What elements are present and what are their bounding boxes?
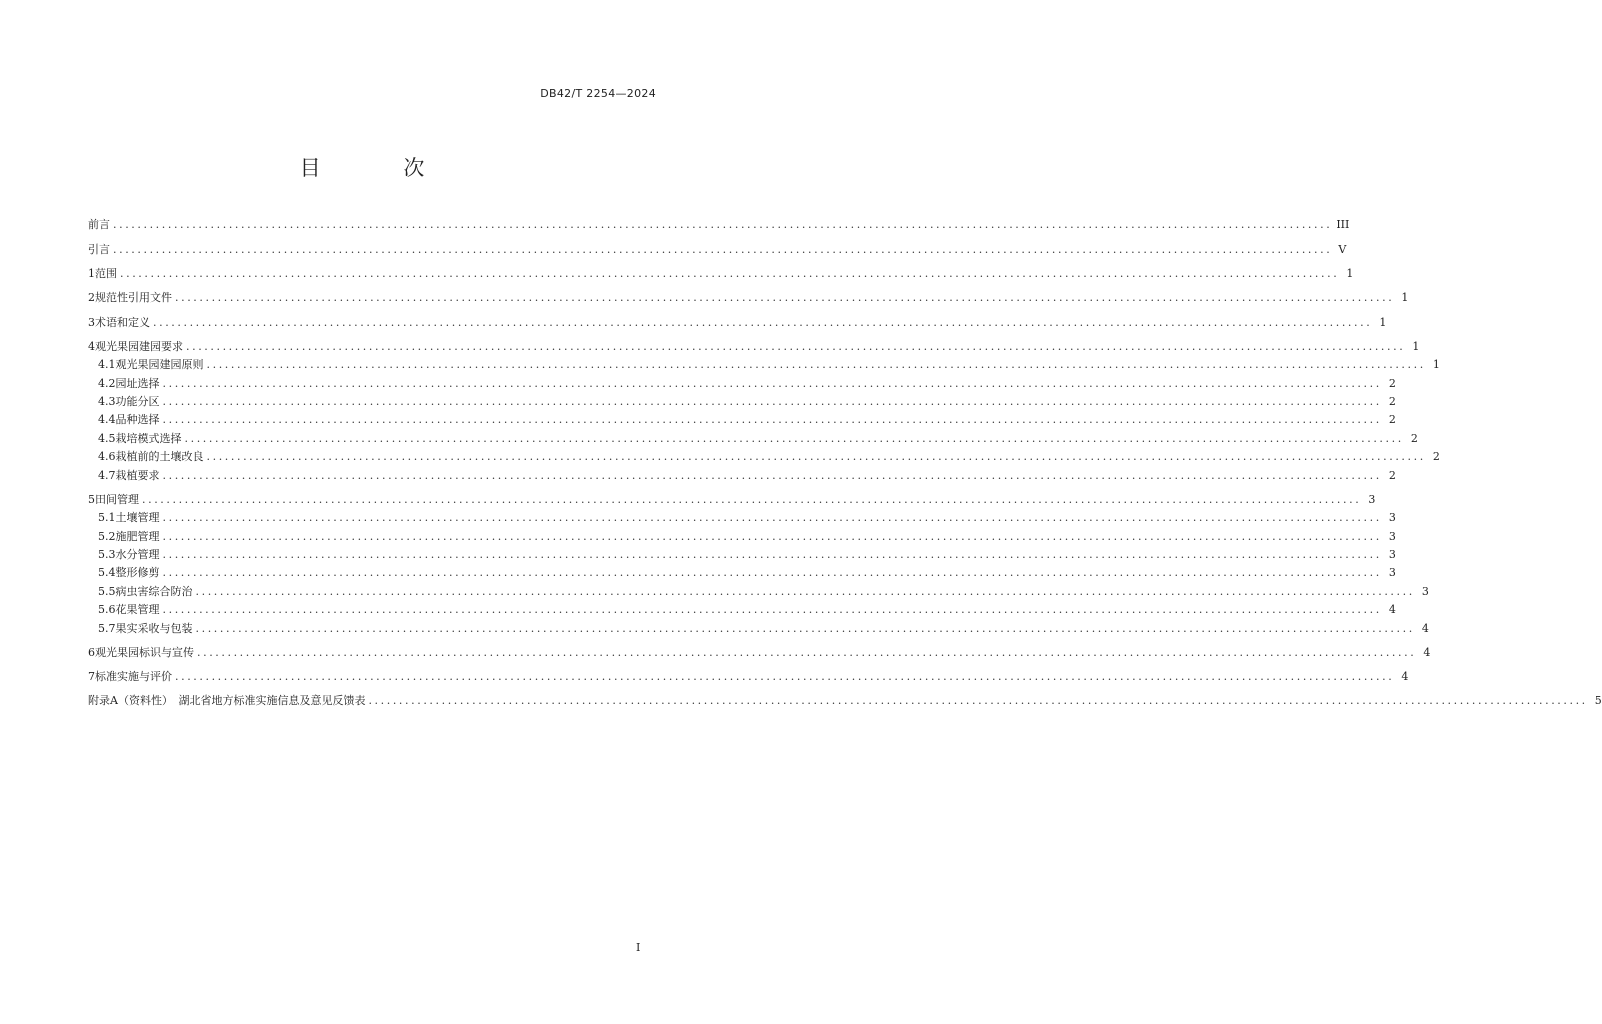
toc-entry-number: 5.2 (98, 529, 116, 543)
toc-entry[interactable] (88, 641, 1431, 659)
toc-entry[interactable] (88, 372, 1396, 390)
dot-leader: ........................................................................................................................................................................................................ (368, 694, 1588, 708)
toc-entry-label: 栽植前的土壤改良 (115, 450, 204, 464)
toc-entry-number: 4.5 (98, 431, 116, 445)
toc-entry[interactable] (88, 599, 1396, 617)
toc-entry[interactable] (88, 580, 1429, 598)
toc-entry-number: 5.4 (98, 566, 116, 580)
dot-leader: ........................................................................................................................................................................................................ (195, 584, 1415, 598)
toc-entry-page: 3 (1388, 511, 1396, 525)
dot-leader: ........................................................................................................................................................................................................ (162, 511, 1382, 525)
toc-entry[interactable] (88, 562, 1396, 580)
toc-entry-label: 观光果园标识与宣传 (95, 645, 194, 659)
toc-entry-number: 1 (88, 266, 95, 280)
toc-title: 目 次 (299, 156, 463, 180)
toc-entry-label: 品种选择 (115, 413, 160, 427)
dot-leader: ........................................................................................................................................................................................................ (162, 413, 1382, 427)
dot-leader: ........................................................................................................................................................................................................ (113, 242, 1333, 256)
toc-entry-label: 土壤管理 (115, 511, 160, 525)
toc-entry-label: 范围 (95, 266, 117, 280)
toc-entry-number: 4.2 (98, 376, 116, 390)
toc-entry-label: 规范性引用文件 (95, 291, 172, 305)
toc-entry-page: 2 (1388, 394, 1396, 408)
dot-leader: ........................................................................................................................................................................................................ (113, 218, 1333, 232)
page-number: I (636, 941, 641, 954)
toc-entry-label: 栽培模式选择 (115, 431, 182, 445)
toc-entry[interactable] (88, 464, 1396, 482)
toc-entry-page: 1 (1346, 266, 1354, 280)
toc-entry-page: 2 (1388, 376, 1396, 390)
toc-entry[interactable] (88, 311, 1387, 329)
toc-entry-page: 3 (1388, 566, 1396, 580)
toc-entry-label: 整形修剪 (115, 566, 160, 580)
dot-leader: ........................................................................................................................................................................................................ (162, 529, 1382, 543)
toc-entry[interactable] (88, 617, 1429, 635)
toc-entry[interactable] (88, 488, 1376, 506)
toc-entry-label: 病虫害综合防治 (115, 584, 193, 598)
toc-entry-label: 栽植要求 (115, 468, 160, 482)
dot-leader: ........................................................................................................................................................................................................ (206, 358, 1426, 372)
toc-entry-number: 5.1 (98, 511, 116, 525)
toc-entry-page: 1 (1401, 291, 1409, 305)
document-code: DB42/T 2254—2024 (540, 87, 656, 100)
toc-entry-label: 功能分区 (115, 394, 160, 408)
toc-entry-number: 2 (88, 291, 95, 305)
toc-entry[interactable] (88, 238, 1347, 256)
toc-entry-number: 5 (88, 492, 95, 506)
toc-entry-number: 4.4 (98, 413, 116, 427)
toc-entry[interactable] (88, 427, 1418, 445)
toc-entry-label: 施肥管理 (115, 529, 160, 543)
toc-entry-page: 2 (1432, 450, 1440, 464)
toc-entry-label: 观光果园建园要求 (95, 339, 183, 353)
toc-entry-label: 田间管理 (95, 492, 139, 506)
toc-entry-number: 5.7 (98, 621, 116, 635)
toc-entry-page: V (1338, 242, 1347, 256)
toc-entry-page: 4 (1421, 621, 1429, 635)
toc-entry-label: 前言 (88, 218, 110, 232)
toc-entry[interactable] (88, 666, 1409, 684)
toc-entry-number: 3 (88, 315, 95, 329)
dot-leader: ........................................................................................................................................................................................................ (162, 394, 1382, 408)
toc-entry-label: 花果管理 (115, 603, 160, 617)
toc-entry[interactable] (88, 263, 1354, 281)
toc-entry-page: 1 (1432, 358, 1440, 372)
toc-entry-number: 4 (88, 339, 95, 353)
dot-leader: ........................................................................................................................................................................................................ (162, 376, 1382, 390)
dot-leader: ........................................................................................................................................................................................................ (206, 450, 1426, 464)
toc-entry-number: 5.5 (98, 584, 116, 598)
toc-entry-page: 4 (1388, 603, 1396, 617)
toc-entry-number: 4.7 (98, 468, 116, 482)
toc-entry-page: 1 (1412, 339, 1420, 353)
dot-leader: ........................................................................................................................................................................................................ (162, 566, 1382, 580)
toc-entry[interactable] (88, 544, 1396, 562)
dot-leader: ........................................................................................................................................................................................................ (120, 266, 1340, 280)
toc-entry[interactable] (88, 507, 1396, 525)
toc-entry[interactable] (88, 354, 1440, 372)
dot-leader: ........................................................................................................................................................................................................ (195, 621, 1415, 635)
toc-entry-number: 7 (88, 670, 95, 684)
dot-leader: ........................................................................................................................................................................................................ (153, 315, 1373, 329)
toc-entry-page: 4 (1401, 670, 1409, 684)
toc-entry[interactable] (88, 391, 1396, 409)
toc-entry-page: 2 (1388, 468, 1396, 482)
dot-leader: ........................................................................................................................................................................................................ (186, 339, 1406, 353)
table-of-contents (88, 214, 1602, 708)
toc-entry-label: 引言 (88, 242, 110, 256)
toc-entry-page: 2 (1410, 431, 1418, 445)
toc-entry[interactable] (88, 409, 1396, 427)
toc-entry-number: 6 (88, 645, 95, 659)
toc-entry-page: 3 (1388, 547, 1396, 561)
toc-entry-label: 观光果园建园原则 (115, 358, 204, 372)
dot-leader: ........................................................................................................................................................................................................ (197, 645, 1417, 659)
toc-entry-label: 术语和定义 (95, 315, 150, 329)
toc-entry-number: 4.3 (98, 394, 116, 408)
toc-entry-label: 园址选择 (115, 376, 160, 390)
dot-leader: ........................................................................................................................................................................................................ (162, 468, 1382, 482)
toc-entry-page: III (1336, 218, 1350, 232)
toc-entry[interactable] (88, 287, 1409, 305)
dot-leader: ........................................................................................................................................................................................................ (184, 431, 1404, 445)
toc-entry[interactable] (88, 525, 1396, 543)
toc-entry-label: 水分管理 (115, 547, 160, 561)
dot-leader: ........................................................................................................................................................................................................ (175, 670, 1395, 684)
toc-entry[interactable] (88, 690, 1602, 708)
toc-entry-page: 3 (1421, 584, 1429, 598)
dot-leader: ........................................................................................................................................................................................................ (162, 547, 1382, 561)
toc-entry-page: 1 (1379, 315, 1387, 329)
toc-entry-number: 5.3 (98, 547, 116, 561)
toc-entry-number: 4.1 (98, 358, 116, 372)
toc-entry-label: 附录A（资料性） 湖北省地方标准实施信息及意见反馈表 (88, 694, 366, 708)
toc-entry-number: 5.6 (98, 603, 116, 617)
toc-entry-label: 标准实施与评价 (95, 670, 172, 684)
toc-entry-page: 4 (1423, 645, 1431, 659)
toc-entry-page: 5 (1594, 694, 1602, 708)
toc-entry[interactable] (88, 446, 1440, 464)
toc-entry[interactable] (88, 335, 1420, 353)
toc-entry-page: 2 (1388, 413, 1396, 427)
toc-entry-page: 3 (1368, 492, 1376, 506)
toc-entry-page: 3 (1388, 529, 1396, 543)
toc-entry[interactable] (88, 214, 1350, 232)
toc-entry-number: 4.6 (98, 450, 116, 464)
dot-leader: ........................................................................................................................................................................................................ (142, 492, 1362, 506)
dot-leader: ........................................................................................................................................................................................................ (175, 291, 1395, 305)
toc-entry-label: 果实采收与包装 (115, 621, 193, 635)
dot-leader: ........................................................................................................................................................................................................ (162, 603, 1382, 617)
